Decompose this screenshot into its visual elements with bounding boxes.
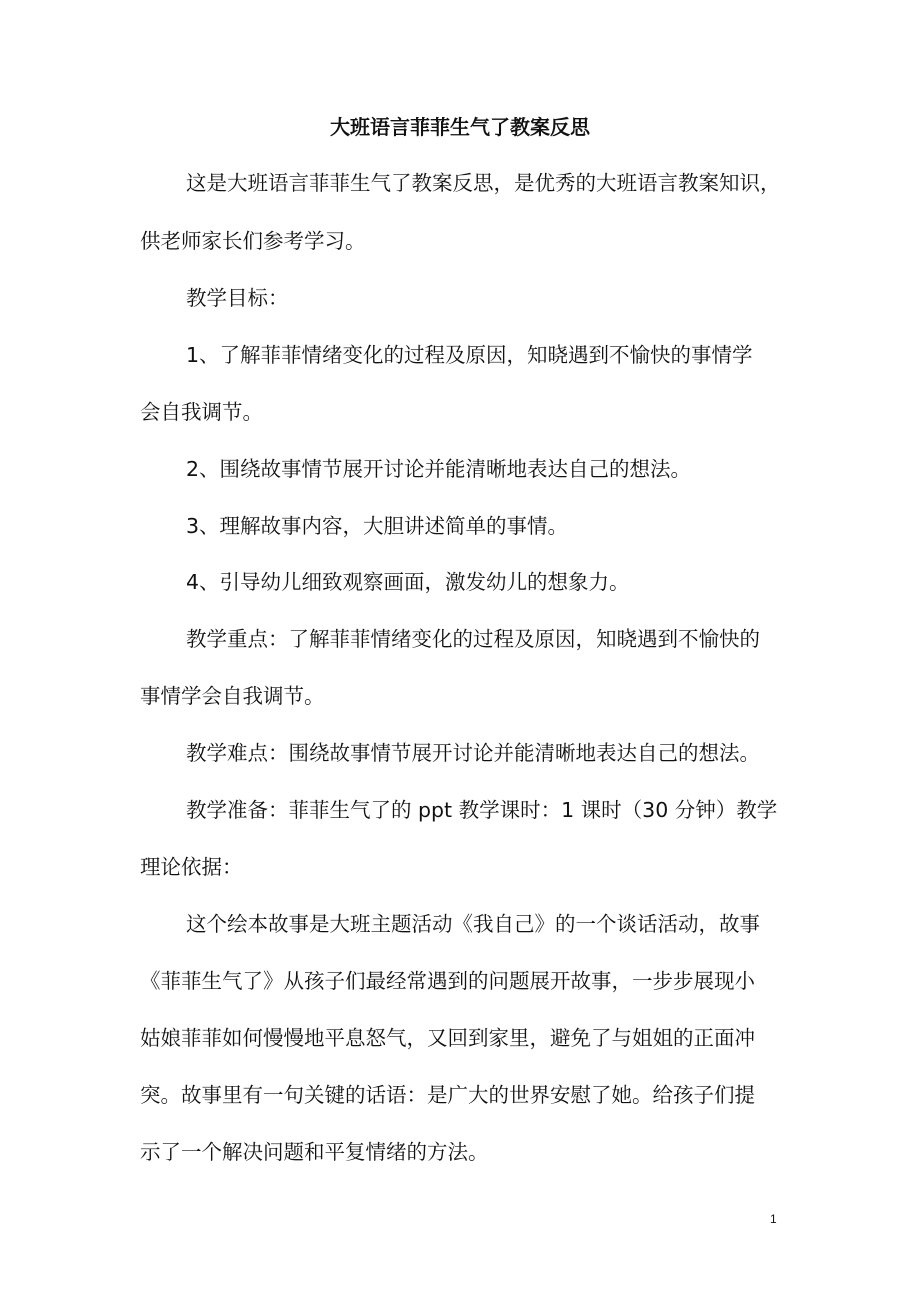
intro-line-1: 这是大班语言菲菲生气了教案反思，是优秀的大班语言教案知识，	[186, 171, 781, 195]
objective-2: 2、围绕故事情节展开讨论并能清晰地表达自己的想法。	[186, 457, 692, 481]
preparation-line-1: 教学准备：菲菲生气了的 ppt 教学课时：1 课时（30 分钟）教学	[186, 798, 778, 822]
objective-1-line-2: 会自我调节。	[140, 400, 263, 424]
theory-line-5: 示了一个解决问题和平复情绪的方法。	[140, 1140, 489, 1164]
objectives-heading: 教学目标：	[186, 286, 289, 310]
objective-4: 4、引导幼儿细致观察画面，激发幼儿的想象力。	[186, 570, 630, 594]
preparation-line-2: 理论依据：	[140, 855, 243, 879]
objective-1-line-1: 1、了解菲菲情绪变化的过程及原因，知晓遇到不愉快的事情学	[186, 343, 753, 367]
theory-line-3: 姑娘菲菲如何慢慢地平息怒气，又回到家里，避免了与姐姐的正面冲	[140, 1026, 755, 1050]
theory-line-1: 这个绘本故事是大班主题活动《我自己》的一个谈话活动，故事	[186, 912, 760, 936]
theory-line-4: 突。故事里有一句关键的话语：是广大的世界安慰了她。给孩子们提	[140, 1083, 755, 1107]
key-point-line-2: 事情学会自我调节。	[140, 684, 325, 708]
theory-line-2: 《菲菲生气了》从孩子们最经常遇到的问题展开故事，一步步展现小	[140, 969, 755, 993]
document-title: 大班语言菲菲生气了教案反思	[330, 115, 590, 139]
page-number: 1	[770, 1212, 777, 1226]
objective-3: 3、理解故事内容，大胆讲述简单的事情。	[186, 514, 569, 538]
key-point-line-1: 教学重点：了解菲菲情绪变化的过程及原因，知晓遇到不愉快的	[186, 627, 760, 651]
intro-line-2: 供老师家长们参考学习。	[140, 229, 366, 253]
difficulty: 教学难点：围绕故事情节展开讨论并能清晰地表达自己的想法。	[186, 741, 760, 765]
